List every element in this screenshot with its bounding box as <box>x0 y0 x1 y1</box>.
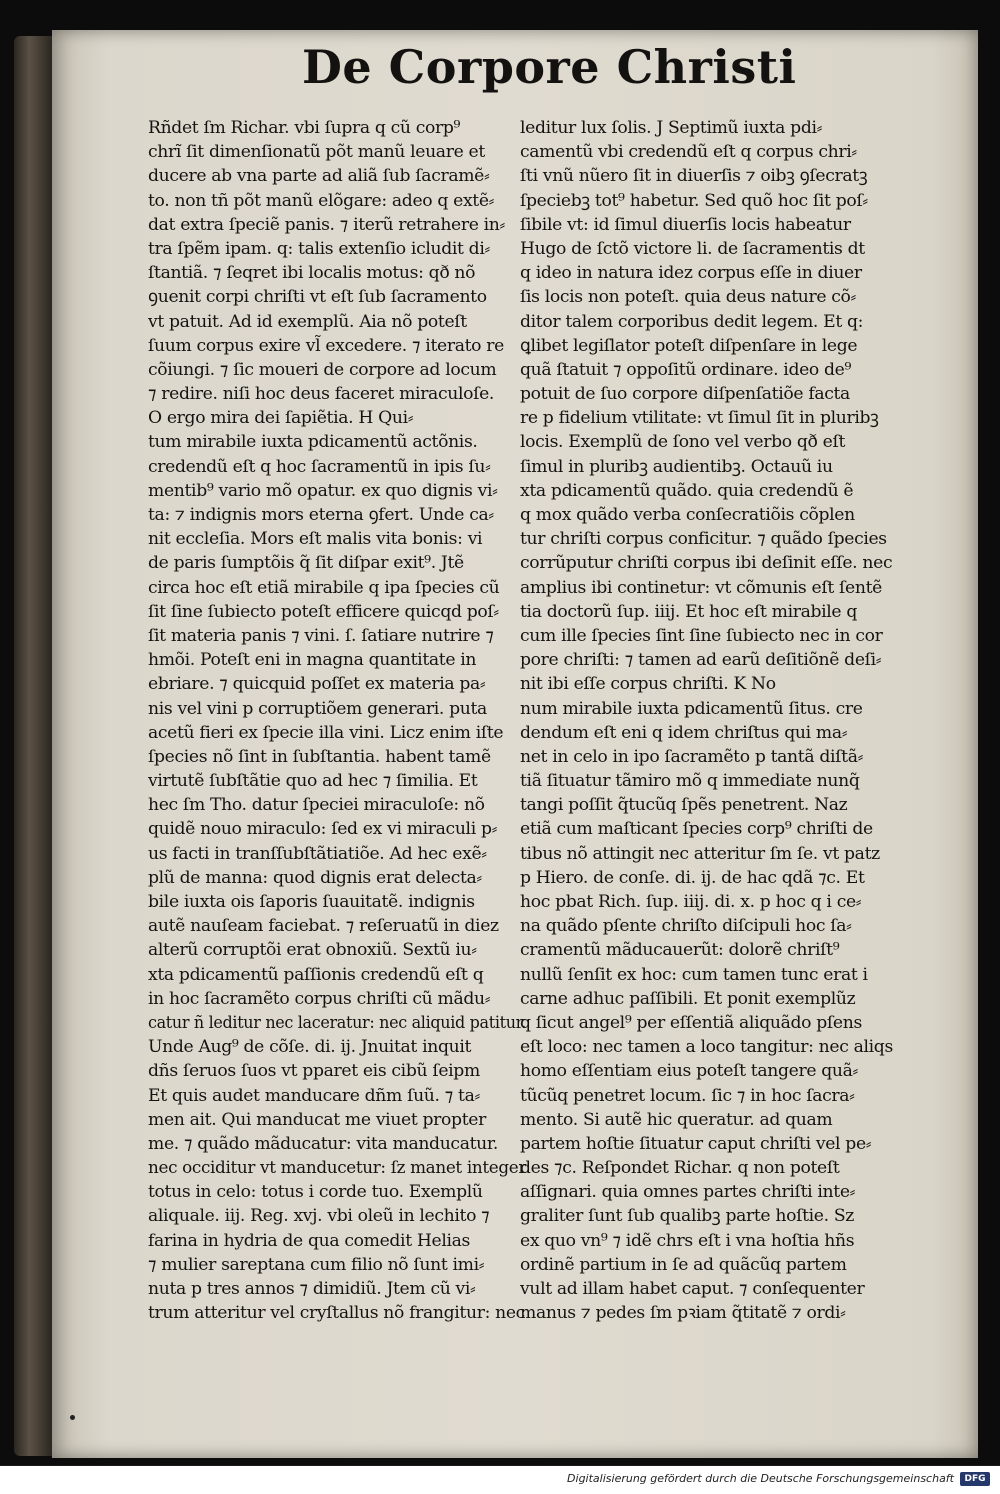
text-line: me. ⁊ quãdo mãducatur: vita manducatur. <box>148 1133 498 1154</box>
dfg-logo: DFG <box>960 1472 990 1486</box>
text-line: hmõi. Poteſt eni in magna quantitate in <box>148 650 477 671</box>
left-text-column <box>148 116 526 1325</box>
text-line: camentũ vbi credendũ eſt q corpus chri⸗ <box>520 142 857 163</box>
text-line: dñs ſeruos ſuos vt pparet eis cibũ ſeipm <box>148 1061 480 1082</box>
text-line: nec occiditur vt manducetur: ſz manet integer <box>148 1158 527 1179</box>
text-line: tia doctorũ ſup. iiij. Et hoc eſt mirabile q <box>520 601 858 622</box>
text-line: catur ñ leditur nec laceratur: nec aliquid patitur. <box>148 1012 526 1033</box>
text-line: tra ſpẽm ipam. q: talis extenſio icludit di⸗ <box>148 238 490 259</box>
text-line: farina in hydria de qua comedit Helias <box>148 1230 470 1251</box>
text-line: chrĩ ſit dimenſionatũ põt manũ leuare et <box>148 142 485 163</box>
text-line: quidẽ nouo miraculo: ſed ex vi miraculi p⸗ <box>148 819 497 840</box>
text-line: des ⁊c. Reſpondet Richar. q non poteſt <box>520 1158 840 1179</box>
text-line: q ſicut angel⁹ per eſſentiã aliquãdo pſens <box>520 1012 862 1033</box>
text-line: O ergo mira dei ſapiẽtia. H Qui⸗ <box>148 408 414 429</box>
text-line: credendũ eſt q hoc ſacramentũ in ipis ſu⸗ <box>148 456 491 477</box>
text-line: ſti vnũ nũero ſit in diuerſis ⁊ oibꝫ ꝯſecratꝫ <box>520 166 868 187</box>
text-line: ebriare. ⁊ quicquid poſſet ex materia pa⸗ <box>148 674 486 695</box>
text-line: xta pdicamentũ paſſionis credendũ eſt q <box>148 964 484 985</box>
text-line: totus in celo: totus i corde tuo. Exemplũ <box>148 1182 483 1203</box>
text-line: cõiungi. ⁊ ſic moueri de corpore ad locum <box>148 359 497 380</box>
text-line: ſit ſine ſubiecto poteſt efficere quicqd poſ⸗ <box>148 601 499 622</box>
text-line: amplius ibi continetur: vt cõmunis eſt ſentẽ <box>520 577 882 598</box>
text-line: dat extra ſpeciẽ panis. ⁊ iterũ retrahere in⸗ <box>148 214 505 235</box>
text-line: carne adhuc paſſibili. Et ponit exemplũz <box>520 988 856 1009</box>
text-line: alterũ corruptõi erat obnoxiũ. Sextũ iu⸗ <box>148 940 477 961</box>
text-line: plũ de manna: quod dignis erat delecta⸗ <box>148 867 482 888</box>
text-line: to. non tñ põt manũ elõgare: adeo q extẽ⸗ <box>148 190 495 211</box>
text-line: hec ſm Tho. datur ſpeciei miraculoſe: nõ <box>148 795 485 816</box>
text-line: xta pdicamentũ quãdo. quia credendũ ẽ <box>520 480 854 501</box>
text-line: nullũ ſenſit ex hoc: cum tamen tunc erat i <box>520 964 868 985</box>
text-line: circa hoc eſt etiã mirabile q ipa ſpecies cũ <box>148 577 500 598</box>
text-line: nuta p tres annos ⁊ dimidiũ. Jtem cũ vi⸗ <box>148 1279 476 1299</box>
text-line: ordinẽ partium in ſe ad quãcũq partem <box>520 1254 847 1275</box>
text-line: potuit de ſuo corpore diſpenſatiõe facta <box>520 384 850 405</box>
text-line: in hoc ſacramẽto corpus chriſti cũ mãdu⸗ <box>148 988 491 1009</box>
text-line: nit ibi eſſe corpus chriſti. K No <box>520 674 776 695</box>
text-line: graliter ſunt ſub qualibꝫ parte hoſtie. Sz <box>520 1206 854 1227</box>
text-line: nis vel vini p corruptiõem generari. puta <box>148 698 487 719</box>
text-line: hoc pbat Rich. ſup. iiij. di. x. p hoc q i ce⸗ <box>520 892 862 912</box>
text-line: nit eccleſia. Mors eſt malis vita bonis: vi <box>148 529 483 550</box>
text-line: tiã ſituatur tãmiro mõ q immediate nunq̃ <box>520 771 860 792</box>
text-line: autẽ nauſeam faciebat. ⁊ reſeruatũ in diez <box>148 916 499 937</box>
text-line: ꝯuenit corpi chriſti vt eſt ſub ſacramento <box>148 287 487 308</box>
text-line: Unde Aug⁹ de cõſe. di. ij. Jnuitat inquit <box>148 1037 472 1058</box>
text-line: acetũ fieri ex ſpecie illa vini. Licz enim iſte <box>148 722 504 743</box>
footer-bar <box>0 1466 1000 1494</box>
margin-mark <box>70 1415 75 1420</box>
text-line: us facti in tranſſubſtãtiatiõe. Ad hec exẽ⸗ <box>148 843 487 864</box>
text-line: ſibile vt: id ſimul diuerſis locis habeatur <box>520 214 851 235</box>
text-line: manus ⁊ pedes ſm pꝛiam q̃titatẽ ⁊ ordi⸗ <box>520 1303 846 1324</box>
text-line: aliquale. iij. Reg. xvj. vbi oleũ in lechito ⁊ <box>148 1206 490 1227</box>
text-line: Hugo de ſctõ victore li. de ſacramentis dt <box>520 238 865 259</box>
text-line: dendum eſt eni q idem chriſtus qui ma⸗ <box>520 722 848 743</box>
text-line: ſpeciebꝫ tot⁹ habetur. Sed quõ hoc ſit poſ⸗ <box>520 190 868 211</box>
text-line: net in celo in ipo ſacramẽto p tantã diſtã⸗ <box>520 746 863 767</box>
text-line: ducere ab vna parte ad aliã ſub ſacramẽ⸗ <box>148 166 490 187</box>
text-line: ditor talem corporibus dedit legem. Et q: <box>520 311 864 332</box>
text-line: ex quo vn⁹ ⁊ idẽ chrs eſt i vna hoſtia hñs <box>520 1230 855 1251</box>
text-line: q mox quãdo verba conſecratiõis cõplen <box>520 505 855 525</box>
text-line: cramentũ mãducauerũt: dolorẽ chriſt⁹ <box>520 940 840 961</box>
text-line: vult ad illam habet caput. ⁊ conſequenter <box>520 1279 865 1299</box>
text-line: ſuum corpus exire vl̃ excedere. ⁊ iterato re <box>148 335 504 356</box>
text-line: cum ille ſpecies ſint ſine ſubiecto nec in cor <box>520 625 883 646</box>
text-line: re p fidelium vtilitate: vt ſimul ſit in pluribꝫ <box>520 408 879 429</box>
funding-credit: Digitalisierung gefördert durch die Deutsche Forschungsgemeinschaft <box>567 1472 954 1485</box>
text-line: ſit materia panis ⁊ vini. ſ. ſatiare nutrire ⁊ <box>148 625 494 646</box>
text-line: na quãdo pſente chriſto diſcipuli hoc ſa⸗ <box>520 916 852 937</box>
text-line: tum mirabile iuxta pdicamentũ actõnis. <box>148 432 478 453</box>
running-title: De Corpore Christi <box>302 40 797 94</box>
text-line: vt patuit. Ad id exemplũ. Aia nõ poteſt <box>148 311 467 332</box>
text-line: mento. Si autẽ hic queratur. ad quam <box>520 1109 833 1130</box>
text-line: Rñdet ſm Richar. vbi ſupra q cũ corp⁹ <box>148 118 461 138</box>
text-line: ta: ⁊ indignis mors eterna ꝯfert. Unde ca⸗ <box>148 505 494 525</box>
text-line: num mirabile iuxta pdicamentũ ſitus. cre <box>520 698 863 719</box>
text-line: ſimul in pluribꝫ audientibꝫ. Octauũ iu <box>520 456 833 477</box>
text-line: pore chriſti: ⁊ tamen ad earũ deſitiõnẽ deſi⸗ <box>520 650 882 671</box>
text-line: tũcũq penetret locum. ſic ⁊ in hoc ſacra⸗ <box>520 1085 855 1106</box>
text-line: locis. Exemplũ de ſono vel verbo qð eſt <box>520 432 846 453</box>
text-line: virtutẽ ſubſtãtie quo ad hec ⁊ ſimilia. Et <box>148 771 478 792</box>
text-line: trum atteritur vel cryſtallus nõ frangitur: nec <box>148 1303 525 1324</box>
text-line: ſis locis non poteſt. quia deus nature cõ⸗ <box>520 287 856 308</box>
text-line: Et quis audet manducare dñm ſuũ. ⁊ ta⸗ <box>148 1085 480 1106</box>
text-line: bile iuxta ois ſaporis ſuauitatẽ. indignis <box>148 892 475 912</box>
text-line: ſpecies nõ ſint in ſubſtantia. habent tamẽ <box>148 746 491 767</box>
text-line: q ideo in natura idez corpus eſſe in diuer <box>520 263 862 284</box>
text-line: homo eſſentiam eius poteſt tangere quã⸗ <box>520 1061 858 1082</box>
text-line: de paris ſumptõis q̃ ſit diſpar exit⁹. Jtẽ <box>148 553 464 574</box>
text-line: p Hiero. de conſe. di. ij. de hac qdã ⁊c. Et <box>520 867 865 888</box>
right-text-column <box>520 116 898 1325</box>
text-line: ſtantiã. ⁊ ſeqret ibi localis motus: qð nõ <box>148 263 476 284</box>
text-line: tibus nõ attingit nec atteritur ſm ſe. vt patz <box>520 843 880 864</box>
text-line: ꝗlibet legiſlator poteſt diſpenſare in lege <box>520 335 858 356</box>
text-line: leditur lux ſolis. J Septimũ iuxta pdi⸗ <box>520 118 822 138</box>
text-line: tur chriſti corpus conficitur. ⁊ quãdo ſpecies <box>520 529 887 550</box>
text-line: corrũputur chriſti corpus ibi deſinit eſſe. nec <box>520 553 893 574</box>
text-line: mentib⁹ vario mõ opatur. ex quo dignis vi⸗ <box>148 480 498 501</box>
text-line: quã ſtatuit ⁊ oppoſitũ ordinare. ideo de⁹ <box>520 359 852 380</box>
text-line: eſt loco: nec tamen a loco tangitur: nec aliqs <box>520 1037 893 1058</box>
text-line: etiã cum maſticant ſpecies corp⁹ chriſti de <box>520 819 873 840</box>
text-line: ⁊ redire. niſi hoc deus faceret miraculoſe. <box>148 384 495 405</box>
text-line: tangi poſſit q̃tucũq ſpẽs penetrent. Naz <box>520 795 848 816</box>
text-line: men ait. Qui manducat me viuet propter <box>148 1109 486 1130</box>
text-line: aſſignari. quia omnes partes chriſti inte⸗ <box>520 1182 856 1203</box>
text-line: ⁊ mulier sareptana cum filio nõ ſunt imi⸗ <box>148 1254 485 1275</box>
text-line: partem hoſtie ſituatur caput chriſti vel pe⸗ <box>520 1133 872 1154</box>
